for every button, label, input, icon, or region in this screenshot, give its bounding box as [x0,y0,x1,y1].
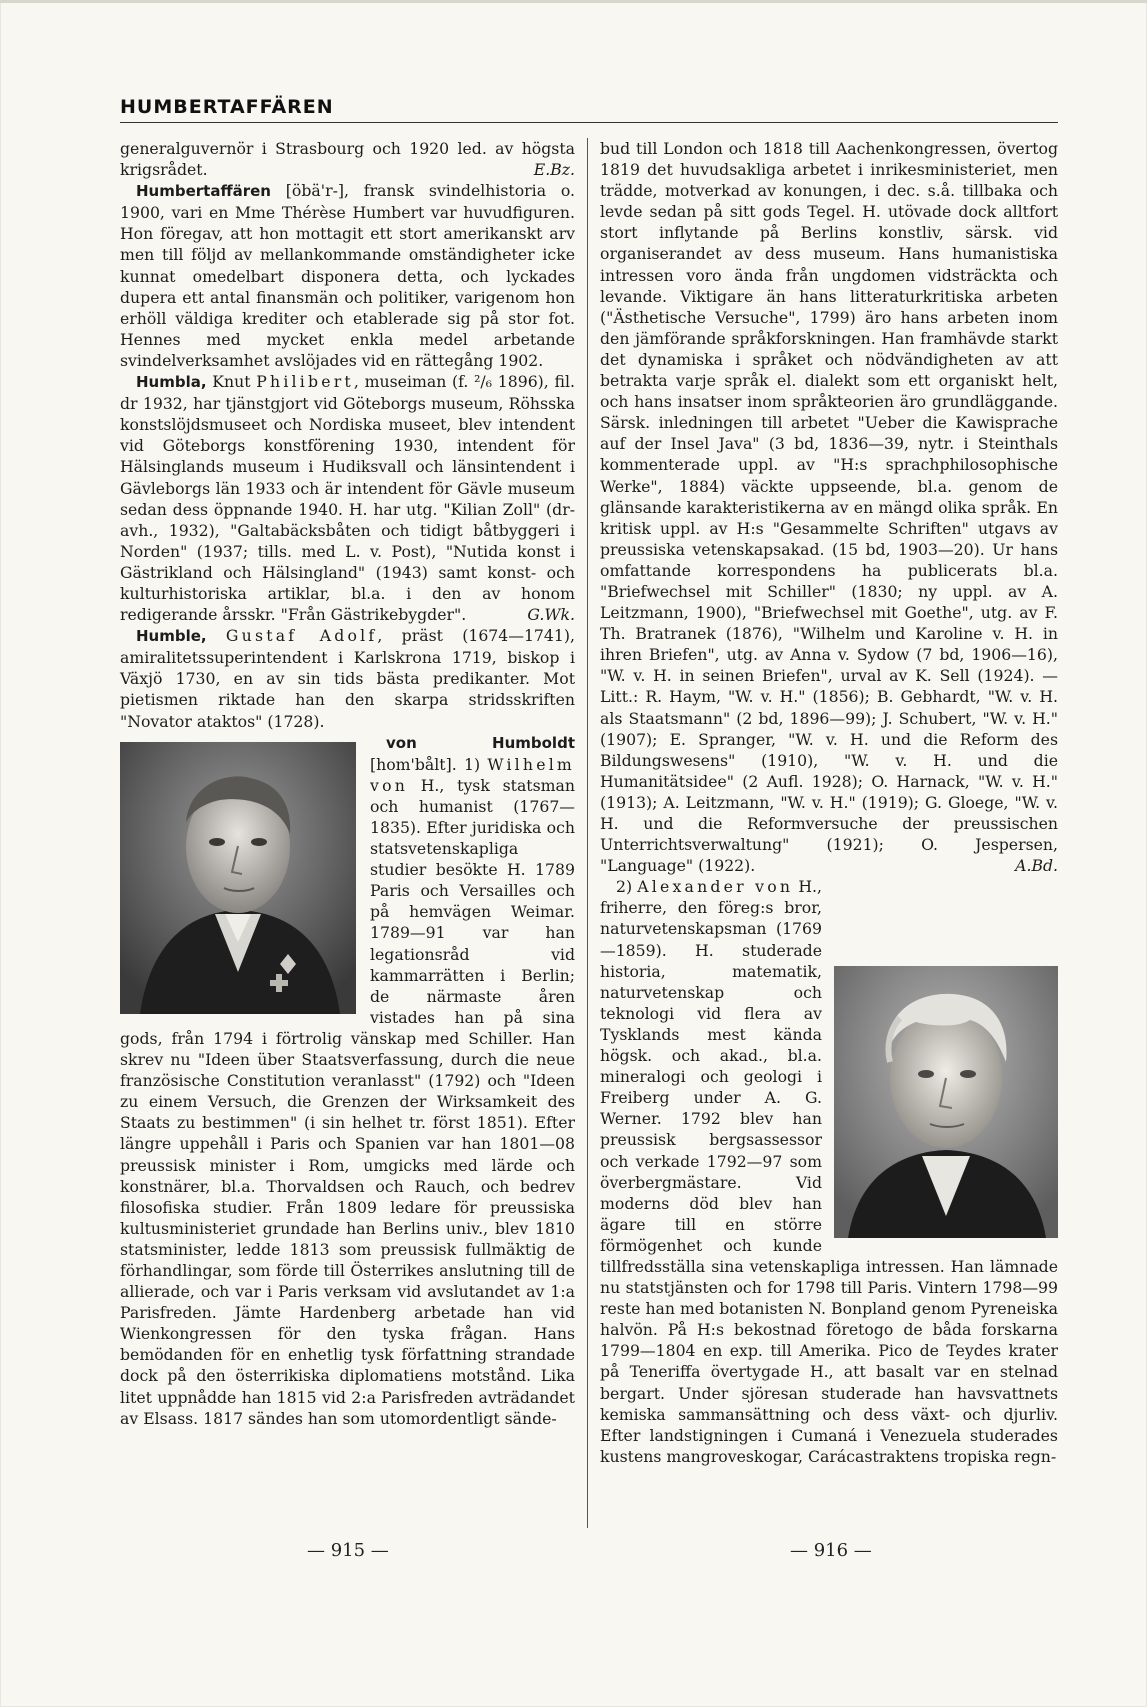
headword: Humble, [136,627,207,646]
running-head: HUMBERTAFFÄREN [120,96,334,118]
spaced-name: Alexander von [637,877,794,897]
headword: von Humboldt [386,733,575,752]
entry-continuation [600,138,1058,876]
header-rule [120,122,1058,123]
portrait-image [834,966,1058,1238]
entry-humbertaffaren [120,180,575,371]
page-number-right: — 916 — [790,1540,872,1561]
entry-humble [120,625,575,731]
headword: Humbla, [136,373,207,392]
column-divider [587,138,588,1528]
right-column [600,138,1058,1467]
entry-text: [hom'bålt]. 1) [370,754,488,774]
author-signature: G.Wk. [527,605,575,625]
entry-text: generalguvernör i Strasbourg och 1920 led. av högsta krigsrådet. [120,139,575,180]
scan-edge [0,0,1147,3]
entry-text: bud till London och 1818 till Aachenkongressen, övertog 1819 det huvudsakliga arbetet i inrikesministeriet, men trädde, motverkad av konungen, i dec. s.å. tillbaka och levde sedan på sitt gods Tegel. H. utövade dock alltfort stort inflytande på Berlins konstliv, särsk. vid organiserandet av dess museum. Hans humanistiska intressen voro ända från ungdomen vidsträckta och levande. Viktigare än hans litteraturkritiska arbeten ("Ästhetische Versuche", 1799) äro hans arbeten inom den jämförande språkforskningen. Han framhävde starkt det dynamiska i språket och nödvändigheten av att betrakta varje språk el. dialekt som ett organiskt helt, och hans insatser inom språkteorien äro grundläggande. Särsk. inledningen till arbetet "Ueber die Kawisprache auf der Insel Java" (3 bd, 1836—39, nytr. i Steinthals kommenterade uppl. av "H:s sprachphilosophische Werke", 1884) väckte uppseende, bl.a. genom de glänsande karakteristikerna av en mängd olika språk. En kritisk uppl. av H:s "Gesammelte Schriften" utgavs av preussiska vetenskapsakad. (15 bd, 1903—20). Ur hans omfattande korrespondens ha publicerats bl.a. "Briefwechsel mit Schiller" (1830; ny uppl. av A. Leitzmann, 1900), "Briefwechsel mit Goethe", utg. av F. Th. Bratranek (1876), "Wilhelm und Karoline v. H. in ihren Briefen", utg. av Anna v. Sydow (7 bd, 1906—16), "W. v. H. in seinen Briefen", urval av K. Sell (1924). — Litt.: R. Haym, "W. v. H." (1856); B. Gebhardt, "W. v. H. als Staatsmann" (2 bd, 1896—99); J. Schubert, "W. v. H." (1907); E. Spranger, "W. v. H. und die Reform des Bildungswesens" (1910), "W. v. H. und die Humanitätsidee" (2 Aufl. 1928); O. Harnack, "W. v. H." (1913); A. Leitzmann, "W. v. H." (1919); G. Gloege, "W. v. H. und die Reformversuche der preussischen Unterrichtsverwaltung" (1921); O. Jespersen, "Language" (1922). [600,139,1058,876]
entry-text: H., tysk statsman och humanist (1767—1835). Efter juridiska och statsvetenskapliga studier besökte H. 1789 Paris och Versailles och på hemvägen Weimar. 1789—91 var han legationsråd vid kammarrätten i Berlin; de närmaste åren vistades han på sina gods, från 1794 i förtrolig vänskap med Schiller. Han skrev nu "Ideen über Staatsverfassung, durch die neue französische Constitution veranlasst" (1792) och "Ideen zu einem Versuch, die Grenzen der Wirksamkeit des Staats zu bestimmen" (i sin helhet tr. först 1851). Efter längre uppehåll i Paris och Spanien var han 1801—08 preussisk minister i Rom, umgicks med lärde och konstnärer, bl.a. Thorvaldsen och Rauch, och bedrev filosofiska studier. Från 1809 ledare för preussiska kultusministeriet grundade han Berlins univ., blev 1810 statsminister, ledde 1813 som preussisk fullmäktig de förhandlingar, som förde till Österrikes anslutning till de allierade, och var i Paris verksam vid avslutandet av 1:a Parisfreden. Jämte Hardenberg arbetade han vid Wienkongressen för den tyska frågan. Hans bemödanden för en enhetlig tysk författning strandade dock på den österrikiska diplomatiens motstånd. Lika litet uppnådde han 1815 vid 2:a Parisfreden avträdandet av Elsass. 1817 sändes han som utomordentligt sände- [120,775,575,1428]
entry-text: , präst (1674—1741), amiralitetssuperintendent i Karlskrona 1719, biskop i Växjö 1730, en av sin tids bästa predikanter. Mot pietismen riktade han den skarpa stridsskriften "Novator ataktos" (1728). [120,626,575,731]
author-signature: E.Bz. [533,160,575,180]
entry-text: H., friherre, den föreg:s bror, naturvetenskapsman (1769—1859). H. studerade historia, matematik, naturvetenskap och teknologi vid flera av Tysklands mest kända högsk. och akad., bl.a. mineralogi och geologi i Freiberg under A. G. Werner. 1792 blev han preussisk bergsassessor och verkade 1792—97 som överbergmästare. Vid moderns död blev han ägare till en större förmögenhet och kunde tillfredsställa sina vetenskapliga intressen. Han lämnade nu statstjänsten och for 1798 till Paris. Vintern 1798—99 reste han med botanisten N. Bonpland genom Pyreneiska halvön. På H:s bekostnad företogo de båda forskarna 1799—1804 en exp. till Amerika. Pico de Teydes krater på Teneriffa övertygade H., att basalt var en stelnad bergart. Under sjöresan studerade han havsvattnets kemiska sammansättning och dess växt- och djurliv. Efter landstigningen i Cumaná i Venezuela studerades kustens mangroveskogar, Carácastraktens tropiska regn- [600,877,1058,1466]
spaced-name: Gustaf Adolf [225,626,378,646]
entry-text: Knut [206,372,257,392]
headword: Humbertaffären [136,182,271,201]
entry-humbla [120,371,575,625]
left-column [120,138,575,1429]
entry-text: , museiman (f. ²/₆ 1896), fil. dr 1932, har tjänstgjort vid Göteborgs museum, Röhsska konstslöjdsmuseet och Nordiska museet, blev intendent vid Göteborgs konstförening 1930, intendent för Hälsinglands museum i Hudiksvall och länsintendent i Gävleborgs län 1933 och är intendent för Gävle museum sedan dess öppnande 1940. H. har utg. "Kilian Zoll" (dr-avh., 1932), "Galtabäcksbåten och tidigt båtbyggeri i Norden" (1937; tills. med L. v. Post), "Nutida konst i Gästrikland och Hälsingland" (1943) samt konst- och kulturhistoriska artiklar, bl.a. i den av honom redigerande årsskr. "Från Gästrikebygder". [120,372,575,625]
portrait-image [120,742,356,1014]
author-signature: A.Bd. [1015,856,1058,876]
entry-continuation [120,138,575,180]
page-number-left: — 915 — [307,1540,389,1561]
entry-text: [öbä'r-], fransk svindelhistoria o. 1900, vari en Mme Thérèse Humbert var huvudfiguren. Hon föregav, att hon mottagit ett stort amerikanskt arv men till följd av mellankommande omständigheter icke kunnat omedelbart disponera detta, och lyckades dupera ett antal finansmän och politiker, varigenom hon erhöll väldiga krediter och etablerade sig på stor fot. Hennes med mycket enkla medel arbetande svindelverksamhet avslöjades vid en rättegång 1902. [120,181,575,370]
portrait-alexander-von-humboldt [834,966,1058,1238]
entry-text: 2) [616,877,638,897]
spaced-name: Philibert [256,372,354,392]
portrait-wilhelm-von-humboldt [120,742,356,1014]
spaced-name: Wilhelm von [370,754,575,795]
